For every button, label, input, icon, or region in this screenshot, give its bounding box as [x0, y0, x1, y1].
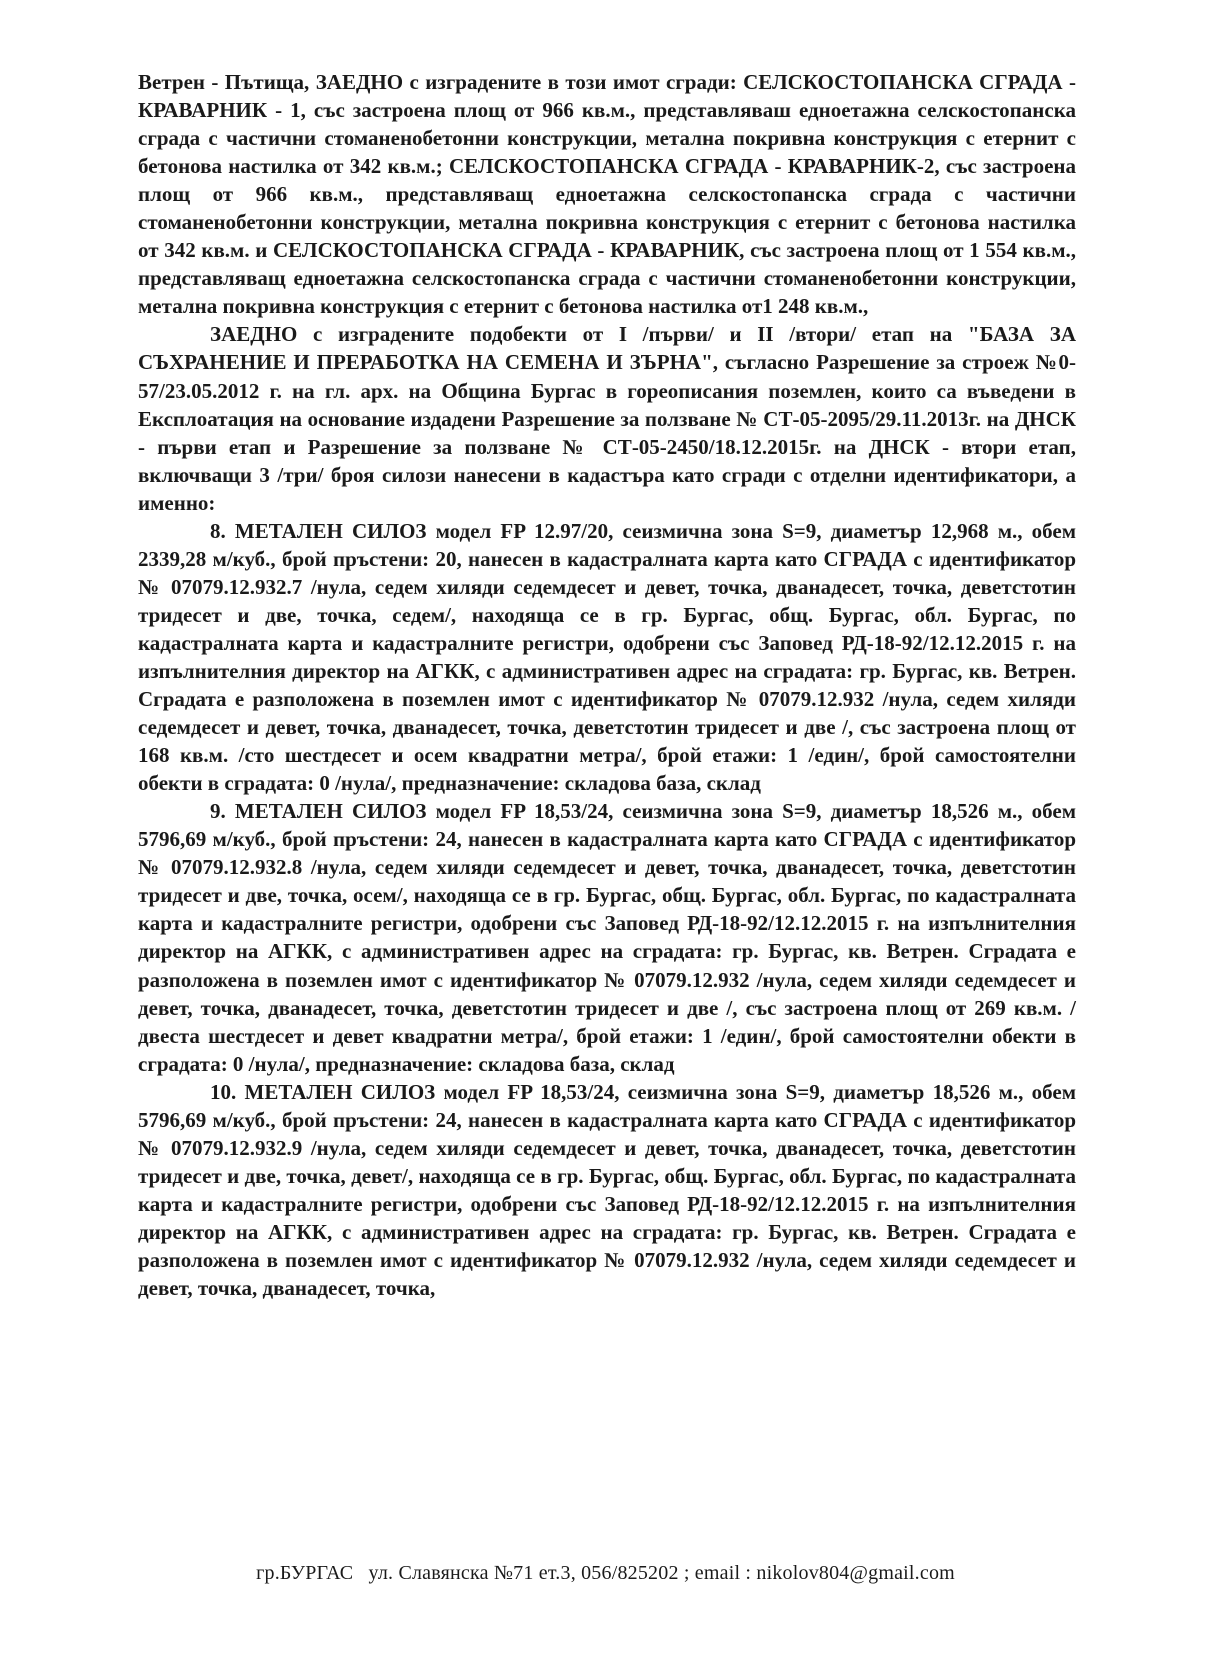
paragraph-silo-9: 9. МЕТАЛЕН СИЛОЗ модел FP 18,53/24, сеизмична зона S=9, диаметър 18,526 м., обем 5796,69 м/куб., брой пръстени: 24, нанесен в кадастралната карта като СГРАДА с идентификатор № 07079.12.932.8 /нула, седем хиляди седемдесет и девет, точка, дванадесет, точка, деветстотин тридесет и две, точка, осем/, находяща се в гр. Бургас, общ. Бургас, обл. Бургас, по кадастралната карта и кадастралните регистри, одобрени със Заповед РД-18-92/12.12.2015 г. на изпълнителния директор на АГКК, с административен адрес на сградата: гр. Бургас, кв. Ветрен. Сградата е разположена в поземлен имот с идентификатор № 07079.12.932 /нула, седем хиляди седемдесет и девет, точка, дванадесет, точка, деветстотин тридесет и две /, със застроена площ от 269 кв.м. /двеста шестдесет и девет квадратни метра/, брой етажи: 1 /един/, брой самостоятелни обекти в сградата: 0 /нула/, предназначение: складова база, склад	[138, 799, 1076, 1076]
document-body	[138, 68, 1076, 1302]
paragraph-silo-10: 10. МЕТАЛЕН СИЛОЗ модел FP 18,53/24, сеизмична зона S=9, диаметър 18,526 м., обем 5796,69 м/куб., брой пръстени: 24, нанесен в кадастралната карта като СГРАДА с идентификатор № 07079.12.932.9 /нула, седем хиляди седемдесет и девет, точка, дванадесет, точка, деветстотин тридесет и две, точка, девет/, находяща се в гр. Бургас, общ. Бургас, обл. Бургас, по кадастралната карта и кадастралните регистри, одобрени със Заповед РД-18-92/12.12.2015 г. на изпълнителния директор на АГКК, с административен адрес на сградата: гр. Бургас, кв. Ветрен. Сградата е разположена в поземлен имот с идентификатор № 07079.12.932 /нула, седем хиляди седемдесет и девет, точка, дванадесет, точка,	[138, 1079, 1076, 1301]
footer-city: гр.БУРГАС	[256, 1562, 354, 1584]
page-footer	[0, 1562, 1211, 1585]
paragraph-silo-8: 8. МЕТАЛЕН СИЛОЗ модел FP 12.97/20, сеизмична зона S=9, диаметър 12,968 м., обем 2339,28 м/куб., брой пръстени: 20, нанесен в кадастралната карта като СГРАДА с идентификатор № 07079.12.932.7 /нула, седем хиляди седемдесет и девет, точка, дванадесет, точка, деветстотин тридесет и две, точка, седем/, находяща се в гр. Бургас, общ. Бургас, обл. Бургас, по кадастралната карта и кадастралните регистри, одобрени със Заповед РД-18-92/12.12.2015 г. на изпълнителния директор на АГКК, с административен адрес на сградата: гр. Бургас, кв. Ветрен. Сградата е разположена в поземлен имот с идентификатор № 07079.12.932 /нула, седем хиляди седемдесет и девет, точка, дванадесет, точка, деветстотин тридесет и две /, със застроена площ от 168 кв.м. /сто шестдесет и осем квадратни метра/, брой етажи: 1 /един/, брой самостоятелни обекти в сградата: 0 /нула/, предназначение: складова база, склад	[138, 518, 1076, 796]
paragraph-subobjects: ЗАЕДНО с изградените подобекти от I /първи/ и II /втори/ етап на "БАЗА ЗА СЪХРАНЕНИЕ И ПРЕРАБОТКА НА СЕМЕНА И ЗЪРНА", съгласно Разрешение за строеж №0-57/23.05.2012 г. на гл. арх. на Община Бургас в гореописания поземлен, които са въведени в Експлоатация на основание издадени Разрешение за ползване № СТ-05-2095/29.11.2013г. на ДНСК - първи етап и Разрешение за ползване № СТ-05-2450/18.12.2015г. на ДНСК - втори етап, включващи 3 /три/ броя силози нанесени в кадастъра като сгради с отделни идентификатори, а именно:	[138, 322, 1076, 515]
paragraph-buildings: Ветрен - Пътища, ЗАЕДНО с изградените в този имот сгради: СЕЛСКОСТОПАНСКА СГРАДА - КРАВАРНИК - 1, със застроена площ от 966 кв.м., представляваш едноетажна селскостопанска сграда с частични стоманенобетонни конструкции, метална покривна конструкция с етернит с бетонова настилка от 342 кв.м.; СЕЛСКОСТОПАНСКА СГРАДА - КРАВАРНИК-2, със застроена площ от 966 кв.м., представляващ едноетажна селскостопанска сграда с частични стоманенобетонни конструкции, метална покривна конструкция с етернит с бетонова настилка от 342 кв.м. и СЕЛСКОСТОПАНСКА СГРАДА - КРАВАРНИК, със застроена площ от 1 554 кв.м., представляващ едноетажна селскостопанска сграда с частични стоманенобетонни конструкции, метална покривна конструкция с етернит с бетонова настилка от1 248 кв.м.,	[138, 70, 1076, 319]
footer-contact: ул. Славянска №71 ет.3, 056/825202 ; email : nikolov804@gmail.com	[368, 1562, 955, 1584]
